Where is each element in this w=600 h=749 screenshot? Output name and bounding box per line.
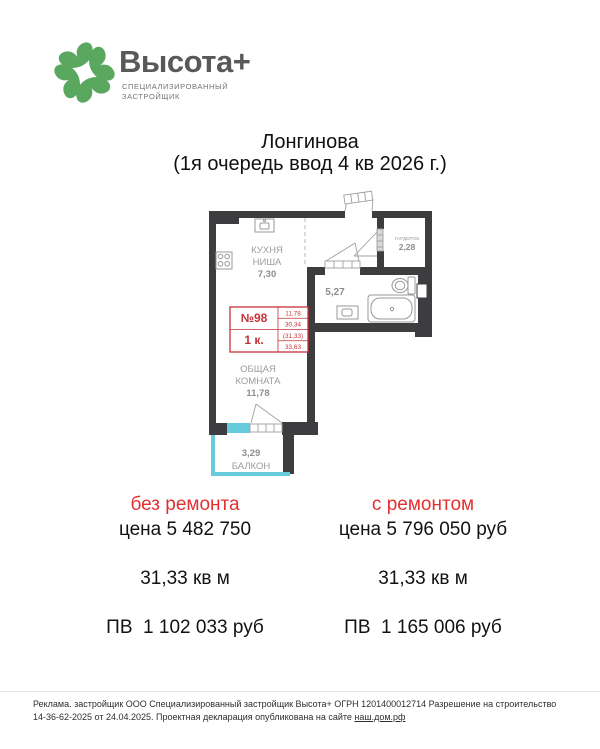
legal-footer [33, 698, 593, 723]
offer-area: 31,33 кв м [378, 568, 468, 589]
offer-price: цена 5 796 050 руб [338, 519, 508, 540]
kitchen-label: КУХНЯ [251, 245, 283, 256]
balcony-door-icon [250, 404, 282, 432]
floor-plan [205, 175, 437, 477]
page-title [0, 131, 600, 175]
kitchen-sink-icon [255, 219, 274, 232]
offer-label: без ремонта [130, 494, 240, 515]
legal-line1: Реклама. застройщик ООО Специализированный застройщик Высота+ ОГРН 1201400012714 Разрешение на строительство [33, 699, 557, 709]
offer-area: 31,33 кв м [140, 568, 230, 589]
unit-area-2: 30,34 [285, 321, 301, 329]
kitchen-area: 7,30 [257, 269, 277, 280]
project-name: Лонгинова [261, 131, 359, 153]
toilet-icon [392, 277, 415, 294]
balcony-window [227, 423, 250, 433]
legal-line2 [33, 711, 593, 724]
footer-divider [0, 691, 600, 692]
unit-area-4: 33,63 [285, 344, 301, 351]
bathroom-area: 5,27 [325, 287, 345, 298]
offer-price: цена 5 482 750 [118, 519, 252, 540]
legal-line2-text: 14-36-62-2025 от 24.04.2025. Проектная декларация опубликована на сайте [33, 711, 355, 722]
offer-downpayment: ПВ 1 102 033 руб [106, 617, 264, 638]
wardrobe-area: 2,28 [398, 242, 416, 252]
offer-downpayment: ПВ 1 165 006 руб [344, 617, 502, 638]
living-area: 11,78 [246, 388, 270, 399]
living-label2: КОМНАТА [235, 376, 281, 387]
balcony-area: 3,29 [241, 448, 261, 459]
clover-logo-icon [53, 41, 116, 104]
unit-area-3: (31,33) [282, 332, 304, 340]
entrance-door-icon [344, 191, 373, 211]
nash-dom-rf-link[interactable]: наш.дом.рф [354, 711, 406, 722]
project-phase: (1я очередь ввод 4 кв 2026 г.) [173, 153, 447, 175]
unit-number: №98 [240, 311, 268, 325]
duct-shaft [417, 284, 427, 298]
brand-subtitle-line1: СПЕЦИАЛИЗИРОВАННЫЙ [122, 82, 229, 91]
unit-info-box [230, 307, 308, 352]
bathtub-icon [368, 295, 415, 322]
brand-name: Высота+ [119, 44, 251, 79]
balcony-label: БАЛКОН [231, 461, 271, 472]
wardrobe-label: ГАРДЕРОБ [394, 237, 420, 242]
kitchen-label2: НИША [252, 257, 282, 268]
offer-with-renovation [298, 494, 548, 654]
bathroom-sink-icon [337, 306, 358, 319]
stove-icon [216, 252, 232, 269]
brand-subtitle-line2: ЗАСТРОЙЩИК [122, 92, 180, 101]
brand-subtitle [122, 82, 228, 102]
living-label: ОБЩАЯ [240, 364, 276, 375]
offer-without-renovation [60, 494, 310, 654]
unit-area-1: 11,78 [285, 310, 301, 318]
unit-rooms: 1 к. [244, 333, 264, 347]
offer-label: с ремонтом [371, 494, 475, 515]
